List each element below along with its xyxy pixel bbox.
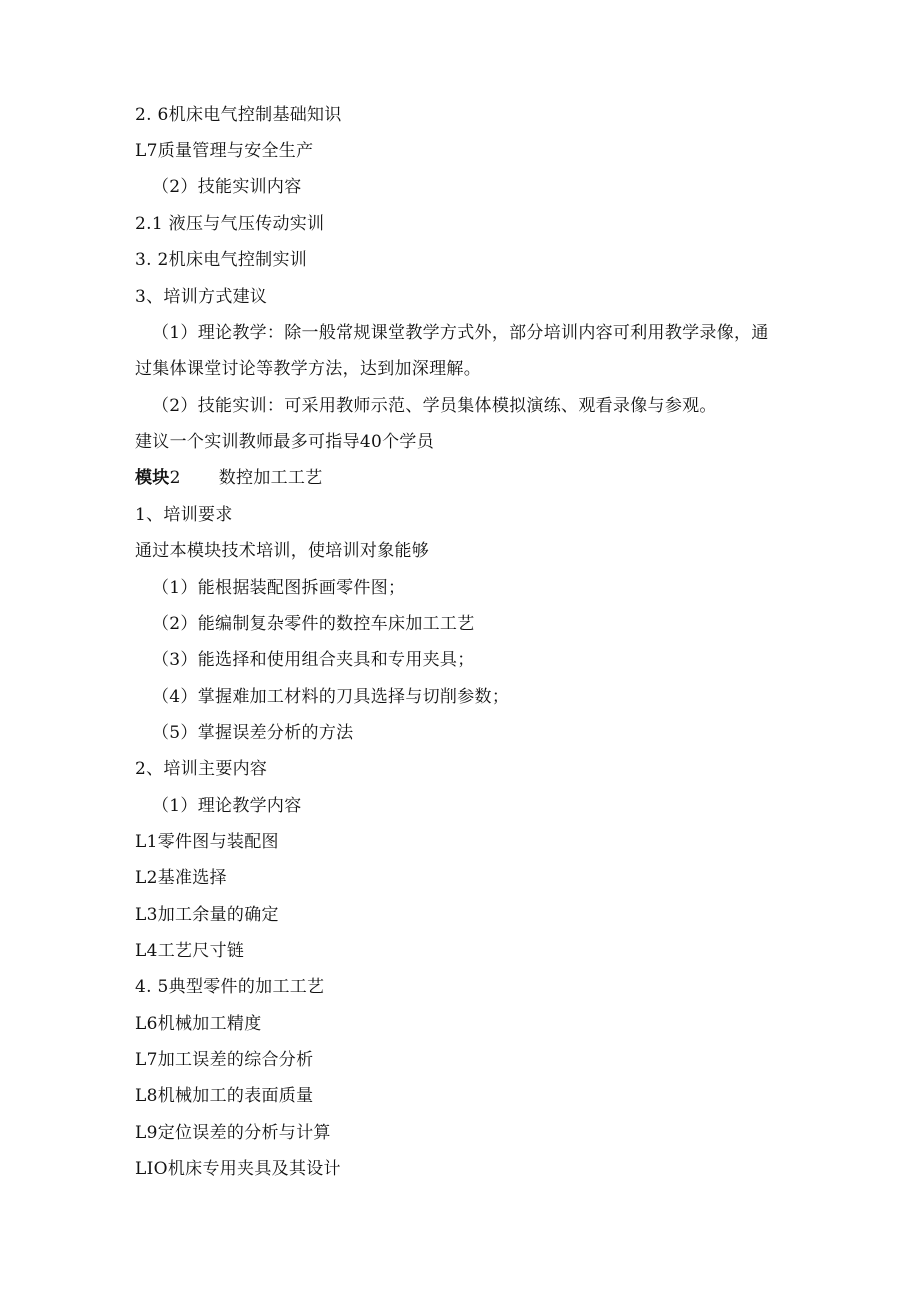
list-item: 4. 5典型零件的加工工艺 bbox=[135, 977, 325, 997]
list-item: L7加工误差的综合分析 bbox=[135, 1050, 314, 1070]
module-heading bbox=[135, 467, 323, 489]
module-label: 模块 bbox=[135, 468, 170, 488]
list-item: L9定位误差的分析与计算 bbox=[135, 1123, 331, 1143]
module-title: 数控加工工艺 bbox=[218, 468, 323, 488]
list-item: L8机械加工的表面质量 bbox=[135, 1086, 314, 1106]
text-line: 3. 2机床电气控制实训 bbox=[135, 250, 308, 270]
list-item: （1）能根据装配图拆画零件图； bbox=[152, 578, 406, 598]
list-item: （5）掌握误差分析的方法 bbox=[152, 723, 354, 743]
text-line: 建议一个实训教师最多可指导40个学员 bbox=[135, 432, 435, 452]
list-item: L6机械加工精度 bbox=[135, 1014, 262, 1034]
section-heading: 2、培训主要内容 bbox=[135, 759, 268, 779]
text-line: （1）理论教学内容 bbox=[152, 796, 302, 816]
text-line: L7质量管理与安全生产 bbox=[135, 141, 314, 161]
list-item: （2）能编制复杂零件的数控车床加工工艺 bbox=[152, 614, 475, 634]
text-line: （1）理论教学：除一般常规课堂教学方式外，部分培训内容可利用教学录像，通 bbox=[152, 323, 769, 343]
list-item: L2基准选择 bbox=[135, 868, 227, 888]
text-line: （2）技能实训内容 bbox=[152, 177, 302, 197]
list-item: L3加工余量的确定 bbox=[135, 905, 279, 925]
section-heading: 3、培训方式建议 bbox=[135, 287, 268, 307]
list-item: （4）掌握难加工材料的刀具选择与切削参数； bbox=[152, 687, 510, 707]
text-line: 2. 6机床电气控制基础知识 bbox=[135, 105, 342, 125]
module-number: 2 bbox=[169, 468, 181, 488]
section-heading: 1、培训要求 bbox=[135, 505, 233, 525]
list-item: LIO机床专用夹具及其设计 bbox=[135, 1159, 341, 1179]
text-line: （2）技能实训：可采用教师示范、学员集体模拟演练、观看录像与参观。 bbox=[152, 396, 717, 416]
list-item: （3）能选择和使用组合夹具和专用夹具； bbox=[152, 650, 475, 670]
list-item: L4工艺尺寸链 bbox=[135, 941, 245, 961]
text-line: 2.1 液压与气压传动实训 bbox=[135, 214, 325, 234]
list-item: L1零件图与装配图 bbox=[135, 832, 279, 852]
text-line: 通过本模块技术培训，使培训对象能够 bbox=[135, 541, 430, 561]
text-line: 过集体课堂讨论等教学方法，达到加深理解。 bbox=[135, 359, 481, 379]
